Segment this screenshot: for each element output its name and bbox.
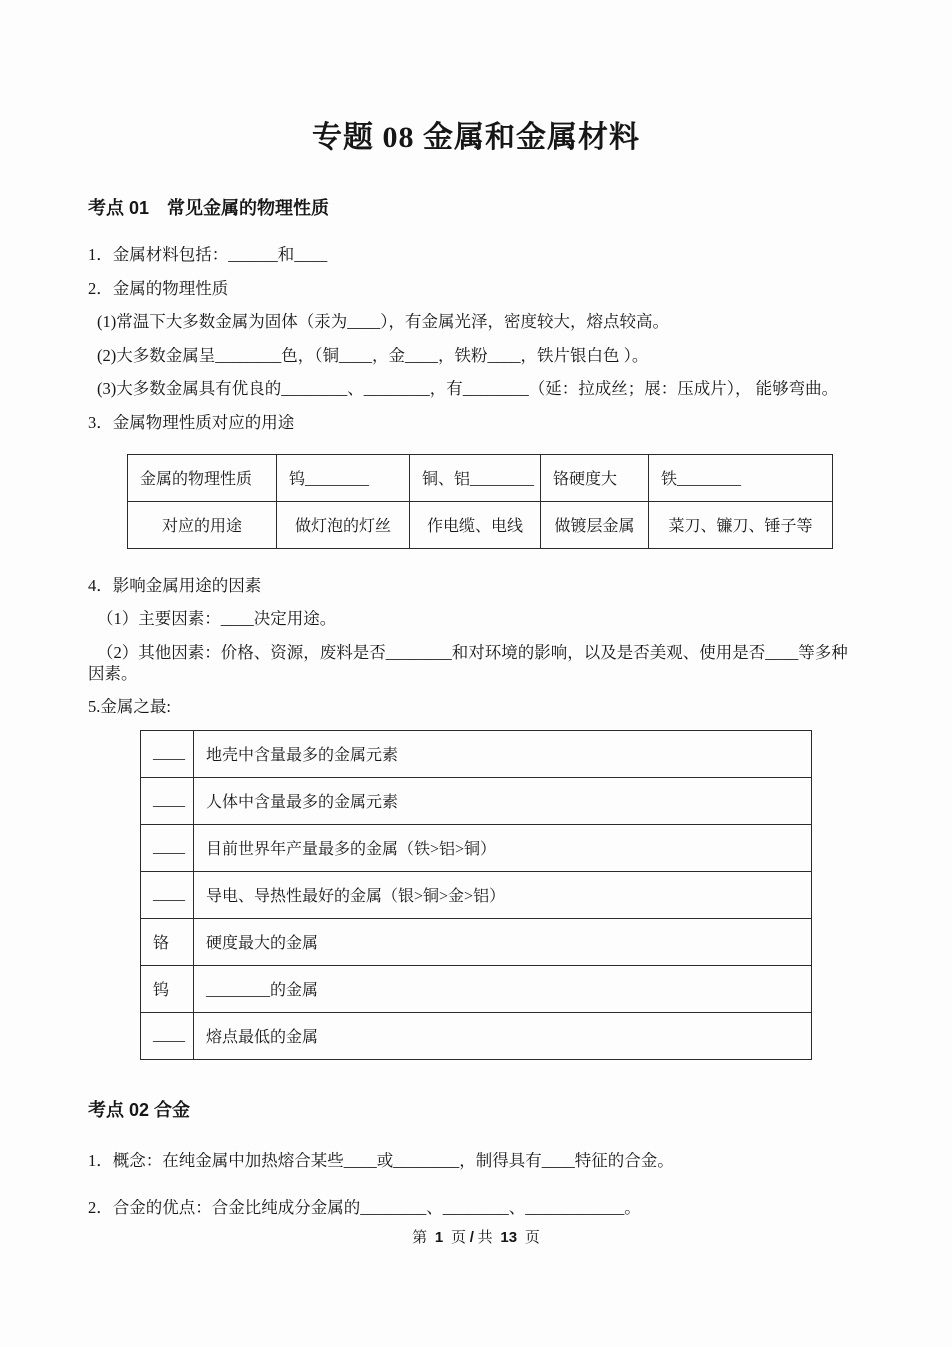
page-footer [0, 1226, 952, 1247]
table-cell: 做灯泡的灯丝 [277, 501, 410, 548]
text-line: (1)常温下大多数金属为固体（汞为____），有金属光泽，密度较大，熔点较高。 [97, 312, 669, 331]
footer-text: 共 [477, 1230, 493, 1246]
table-cell: 铜、铝________ [410, 454, 541, 501]
text-line: 4．影响金属用途的因素 [88, 575, 262, 595]
table-cell: 金属的物理性质 [128, 454, 277, 501]
table-row [141, 965, 812, 1012]
footer-text: 页 [450, 1230, 466, 1246]
table-cell: 铬硬度大 [541, 454, 649, 501]
table-row [141, 730, 812, 777]
table-cell: ____ [141, 1012, 194, 1059]
footer-total-pages: 13 [500, 1229, 518, 1246]
text-line: 2．合金的优点：合金比纯成分金属的________、________、____________。 [88, 1197, 641, 1217]
text-line: （2）其他因素：价格、资源，废料是否________和对环境的影响，以及是否美观、使用是否____等多种因素。 [88, 642, 848, 683]
table-cell: 做镀层金属 [541, 501, 649, 548]
table-cell: ____ [141, 777, 194, 824]
table-row [141, 871, 812, 918]
footer-separator: / [469, 1229, 474, 1246]
table-row [141, 777, 812, 824]
section-01-heading: 考点 01 常见金属的物理性质 [88, 198, 330, 218]
table-row [128, 454, 833, 501]
text-line: 5.金属之最: [88, 697, 171, 716]
table-cell: 熔点最低的金属 [194, 1012, 812, 1059]
table-row [141, 1012, 812, 1059]
table-cell: ____ [141, 730, 194, 777]
metal-superlatives-table [140, 730, 812, 1060]
table-cell: 钨________ [277, 454, 410, 501]
table-cell: 地壳中含量最多的金属元素 [194, 730, 812, 777]
text-line: （1）主要因素：____决定用途。 [97, 609, 337, 628]
table-cell: 钨 [141, 965, 194, 1012]
table-cell: 导电、导热性最好的金属（银>铜>金>铝） [194, 871, 812, 918]
table-cell: ____ [141, 871, 194, 918]
footer-text: 第 [412, 1230, 428, 1246]
table-cell: 作电缆、电线 [410, 501, 541, 548]
table-cell: 铁________ [649, 454, 833, 501]
footer-text: 页 [524, 1230, 540, 1246]
text-line: 1．概念：在纯金属中加热熔合某些____或________，制得具有____特征的合金。 [88, 1150, 674, 1170]
table-row [141, 918, 812, 965]
table-cell: 菜刀、镰刀、锤子等 [649, 501, 833, 548]
table-row [128, 501, 833, 548]
table-cell: 铬 [141, 918, 194, 965]
text-line: 1．金属材料包括：______和____ [88, 245, 328, 264]
section-02-heading: 考点 02 合金 [88, 1099, 191, 1120]
table-cell: 目前世界年产量最多的金属（铁>铝>铜） [194, 824, 812, 871]
text-line: 3．金属物理性质对应的用途 [88, 412, 295, 432]
table-row [141, 824, 812, 871]
table-cell: ________的金属 [194, 965, 812, 1012]
text-line: (2)大多数金属呈________色，（铜____，金____，铁粉____，铁片银白色 ）。 [97, 345, 649, 365]
table-cell: 人体中含量最多的金属元素 [194, 777, 812, 824]
footer-page-number: 1 [434, 1229, 444, 1246]
text-line: 2．金属的物理性质 [88, 278, 229, 298]
physical-properties-table [127, 454, 833, 549]
table-cell: ____ [141, 824, 194, 871]
text-line: (3)大多数金属具有优良的________、________，有________（延：拉成丝；展：压成片）， 能够弯曲。 [97, 379, 839, 398]
page-title: 专题 08 金属和金属材料 [312, 121, 640, 154]
table-cell: 对应的用途 [128, 501, 277, 548]
table-cell: 硬度最大的金属 [194, 918, 812, 965]
